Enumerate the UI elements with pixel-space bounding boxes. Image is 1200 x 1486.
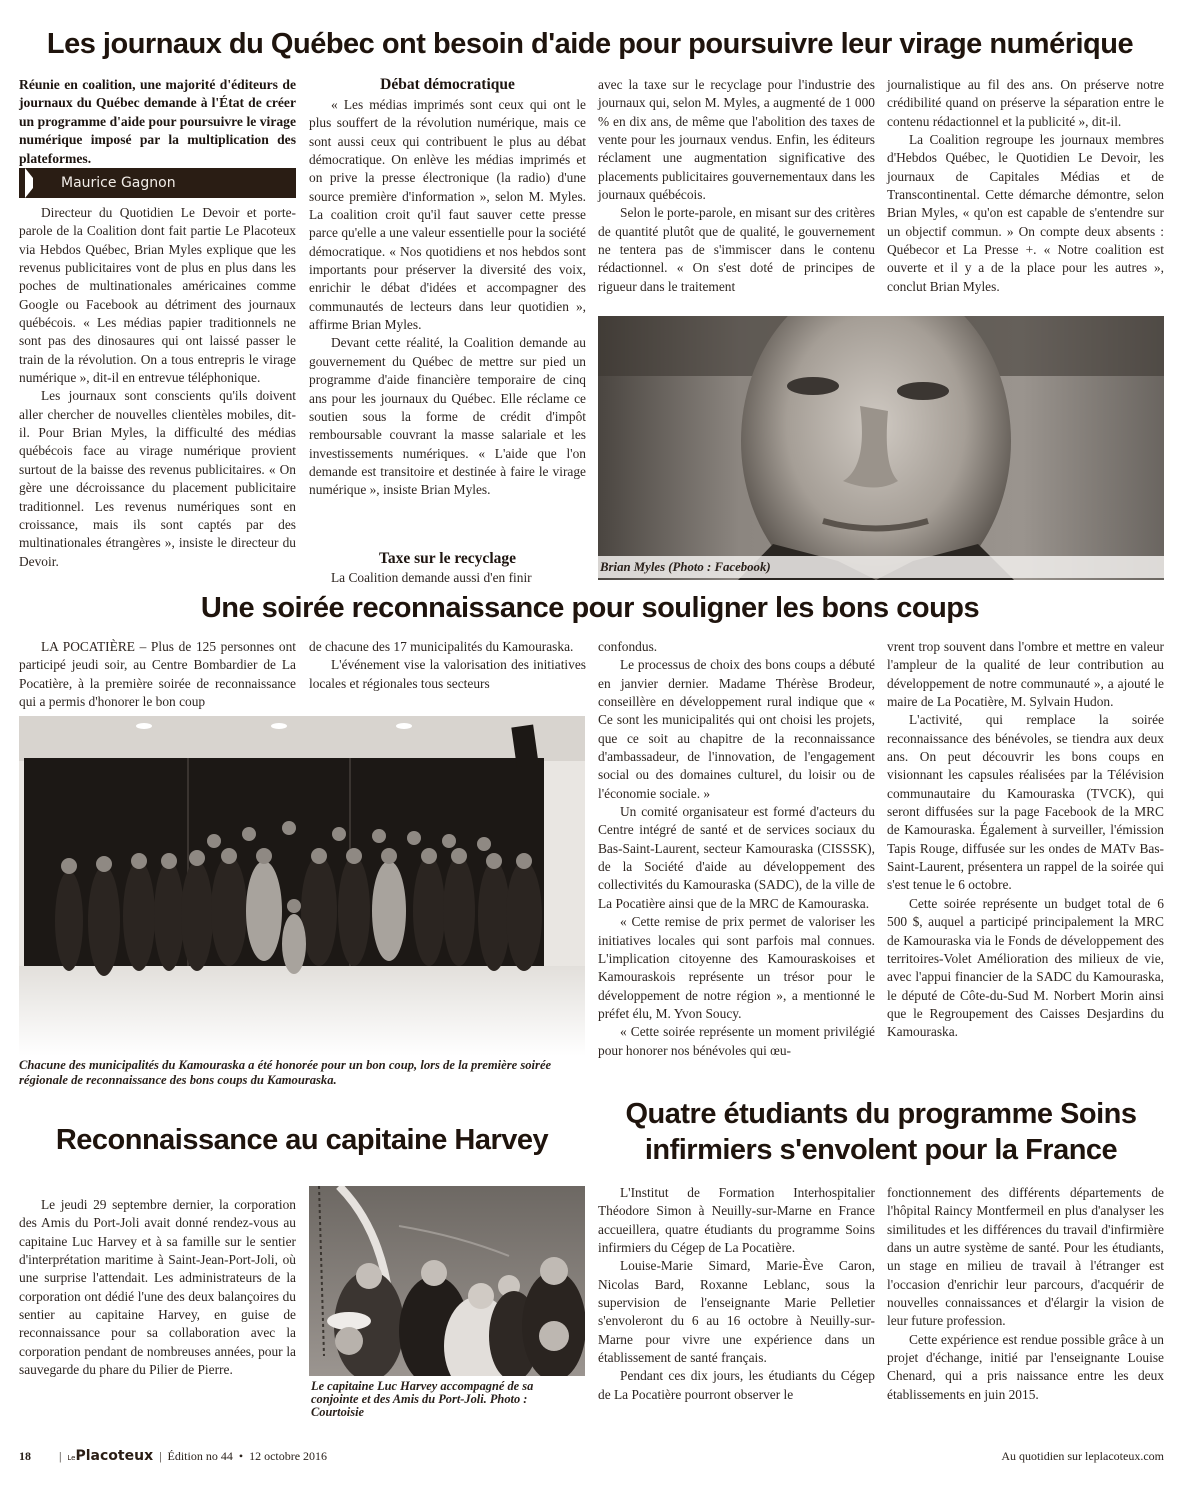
brian-myles-photo <box>598 316 1164 580</box>
paragraph: Le jeudi 29 septembre dernier, la corporation des Amis du Port-Joli avait donné rendez-vous au capitaine Luc Harvey et à sa famille sur le sentier d'interprétation maritime à Saint-Jean-Port-Joli, où une surprise l'attendait. Les administrateurs de la corporation ont dédié l'une des deux balançoires du sentier au capitaine Harvey, en guise de reconnaissance pour sa collaboration avec la corporation pendant de nombreuses années, pour la sauvegarde du phare du Pilier de Pierre. <box>19 1197 296 1378</box>
article4-column-1 <box>598 1184 875 1404</box>
harvey-image <box>309 1186 585 1376</box>
article2-headline: Une soirée reconnaissance pour souligner les bons coups <box>200 592 980 624</box>
harvey-photo <box>309 1186 585 1376</box>
paragraph: vrent trop souvent dans l'ombre et mettre en valeur l'ampleur de la qualité de leur contribution au développement de notre communauté », a ajouté le maire de La Pocatière, M. Sylvain Hudon. <box>887 639 1164 710</box>
article3-headline: Reconnaissance au capitaine Harvey <box>55 1124 549 1156</box>
paragraph: LA POCATIÈRE – Plus de 125 personnes ont participé jeudi soir, au Centre Bombardier de La Pocatière, à la première soirée de reconnaissance qui a permis d'honorer le bon coup <box>19 639 296 710</box>
brand-logo <box>67 1448 153 1464</box>
article2-column-3 <box>598 638 875 1060</box>
bullet: • <box>238 1448 244 1463</box>
chevron-icon <box>19 168 53 198</box>
separator: | <box>159 1448 162 1463</box>
paragraph: La Coalition demande aussi d'en finir <box>331 570 532 585</box>
paragraph: fonctionnement des différents départements de l'hôpital Raincy Montfermeil en plus d'analyser les similitudes et les différences du travail d'infirmière dans un autre système de santé. Pour les étudiants, un stage en milieu de travail à l'étranger est l'occasion d'enrichir leur parcours, d'acquérir de nouvelles connaissances et d'élargir la vision de leur future profession. <box>887 1185 1164 1329</box>
article1-column-4 <box>887 76 1164 296</box>
article3-body <box>19 1196 296 1379</box>
article4-headline-line-1: Quatre étudiants du programme Soins <box>625 1098 1137 1130</box>
article2-column-2 <box>309 638 586 693</box>
paragraph: « Les médias imprimés sont ceux qui ont le plus souffert de la révolution numérique, mais ce sont aussi ceux qui contribuent le plus au débat démocratique. On enlève les médias imprimés et on prive la presse électronique (la radio) d'une source première d'information », selon M. Myles. La coalition croit qu'il faut sauver cette presse parce qu'elle a une valeur essentielle pour la société démocratique. « Nos quotidiens et nos hebdos sont importants pour préserver la diversité des voix, enrichir le débat d'idées et accompagner des communautés de lecteurs dans leur quotidien », affirme Brian Myles. <box>309 97 586 333</box>
paragraph: Un comité organisateur est formé d'acteurs du Centre intégré de santé et de services sociaux du Bas-Saint-Laurent, secteur Kamouraska (CISSSK), de la Société d'aide au développement des collectivités du Kamouraska (SADC), de la ville de La Pocatière ainsi que de la MRC de Kamouraska. <box>598 804 875 911</box>
brand-name: Placoteux <box>75 1448 154 1464</box>
article1-column-2 <box>309 96 586 500</box>
article1-column-2-tail <box>309 569 586 587</box>
article1-subhead-taxe: Taxe sur le recyclage <box>378 550 517 567</box>
article2-column-1 <box>19 638 296 711</box>
paragraph: Directeur du Quotidien Le Devoir et porte-parole de la Coalition dont fait partie Le Placoteux via Hebdos Québec, Brian Myles explique que les revenus publicitaires vont de plus en plus dans les poches de multinationales américaines comme Google ou Facebook au détriment des journaux québécois. « Les médias papier traditionnels ne sont pas des dinosaures qui ont laissé passer le train de la révolution. On a tous entrepris le virage numérique », dit-il en entrevue téléphonique. <box>19 205 296 386</box>
paragraph: journalistique au fil des ans. On préserve notre crédibilité quand on préserve la séparation entre le contenu rédactionnel et la publicité », dit-il. <box>887 77 1164 129</box>
paragraph: La Coalition regroupe les journaux membres d'Hebdos Québec, le Quotidien Le Devoir, les journaux de Capitales Médias et de Transcontinental. Cette démarche démontre, selon Brian Myles, « qu'on est capable de s'entendre sur un objectif commun. » On compte deux absents : Québecor et La Presse +. « Notre coalition est ouverte et il y a de la place pour les autres », conclut Brian Myles. <box>887 132 1164 294</box>
brand-prefix: Le <box>67 1454 76 1462</box>
article4-column-2 <box>887 1184 1164 1404</box>
article4-headline-line-2: infirmiers s'envolent pour la France <box>644 1134 1118 1166</box>
group-image <box>19 716 585 1056</box>
paragraph: Devant cette réalité, la Coalition demande au gouvernement du Québec de mettre sur pied un programme d'aide financière temporaire de cinq ans pour les journaux du Québec. Elle réclame ce soutien sous la forme de crédit d'impôt remboursable couvrant la masse salariale et les investissements numériques. « L'aide que l'on demande est transitoire et destinée à faire le virage numérique », insiste Brian Myles. <box>309 335 586 498</box>
portrait-image <box>598 316 1164 580</box>
paragraph: « Cette remise de prix permet de valoriser les initiatives locales qui sont parfois mal connues. L'implication citoyenne des Kamouraskoises et Kamouraskois représente un trésor pour le développement de notre région », a mentionné le préfet élu, M. Yvon Soucy. <box>598 914 875 1021</box>
article1-headline: Les journaux du Québec ont besoin d'aide pour poursuivre leur virage numérique <box>46 28 1134 60</box>
edition-number: Édition no 44 <box>167 1448 233 1463</box>
group-photo-caption: Chacune des municipalités du Kamouraska a été honorée pour un bon coup, lors de la première soirée régionale de reconnaissance des bons coups du Kamouraska. <box>19 1058 552 1087</box>
separator: | <box>59 1448 62 1463</box>
paragraph: L'événement vise la valorisation des initiatives locales et régionales tous secteurs <box>309 657 586 691</box>
paragraph: L'Institut de Formation Interhospitalier Théodore Simon à Neuilly-sur-Marne en France accueillera, quatre étudiants du programme Soins infirmiers du Cégep de La Pocatière. <box>598 1185 875 1256</box>
paragraph: Le processus de choix des bons coups a débuté en janvier dernier. Madame Thérèse Brodeur, conseillère en développement rural indique que « Ce sont les municipalités qui ont choisi les projets, que ce soit au chapitre de la reconnaissance d'ambassadeur, de l'innovation, de l'engagement social ou des domaines culturel, du loisir ou de l'économie sociale. » <box>598 657 875 801</box>
paragraph: Louise-Marie Simard, Marie-Ève Caron, Nicolas Bard, Roxanne Leblanc, sous la supervision de l'enseignante Marie Pelletier s'envoleront du 6 au 16 octobre à Neuilly-sur-Marne pour vivre une expérience dans un établissement de santé français. <box>598 1258 875 1366</box>
article1-column-1 <box>19 204 296 571</box>
paragraph: Selon le porte-parole, en misant sur des critères de quantité plutôt que de qualité, le gouvernement ne tentera pas de s'immiscer dans le contenu rédactionnel. « On s'est doté de principes de rigueur dans le traitement <box>598 205 875 294</box>
paragraph: « Cette soirée représente un moment privilégié pour honorer nos bénévoles qui œu- <box>598 1024 875 1058</box>
paragraph: L'activité, qui remplace la soirée reconnaissance des bénévoles, se tiendra aux deux ans. On peut découvrir les bons coups en visionnant les capsules réalisées par la Télévision communautaire du Kamouraska (TVCK), qui seront diffusées sur la page Facebook de la MRC de Kamouraska. Également à surveiller, l'émission Tapis Rouge, diffusée sur les ondes de MATv Bas-Saint-Laurent, présentera un rappel de la soirée qui s'est tenue le 6 octobre. <box>887 712 1164 893</box>
article1-lede: Réunie en coalition, une majorité d'éditeurs de journaux du Québec demande à l'État de créer un programme d'aide pour poursuivre le virage numérique imposé par la multiplication des plateformes. <box>19 77 296 166</box>
group-photo <box>19 716 585 1056</box>
article1-subhead-debat: Débat démocratique <box>380 76 515 93</box>
harvey-photo-caption: Le capitaine Luc Harvey accompagné de sa conjointe et des Amis du Port-Joli. Photo : Courtoisie <box>311 1379 534 1419</box>
paragraph: Cette expérience est rendue possible grâce à un projet d'échange, initié par l'enseignante Louise Chenard, qui a pris naissance entre les deux établissements en juin 2015. <box>887 1331 1164 1402</box>
paragraph: de chacune des 17 municipalités du Kamouraska. <box>309 639 574 654</box>
paragraph: Cette soirée représente un budget total de 6 500 $, auquel a participé principalement la MRC de Kamouraska via le Fonds de développement des territoires-Volet Amélioration des milieux de vie, avec l'appui financier de la SADC du Kamouraska, le député de Côte-du-Sud M. Norbert Morin ainsi que le Regroupement des Caisses Desjardins du Kamouraska. <box>887 895 1164 1040</box>
paragraph: Pendant ces dix jours, les étudiants du Cégep de La Pocatière pourront observer le <box>598 1368 875 1402</box>
byline-author: Maurice Gagnon <box>61 175 176 191</box>
footer <box>19 1446 1164 1466</box>
page-number: 18 <box>19 1448 31 1463</box>
byline <box>19 168 296 198</box>
article2-column-4 <box>887 638 1164 1042</box>
article1-column-3 <box>598 76 875 296</box>
website-link[interactable]: Au quotidien sur leplacoteux.com <box>1001 1448 1164 1463</box>
paragraph: confondus. <box>598 639 658 654</box>
paragraph: Les journaux sont conscients qu'ils doivent aller chercher de nouvelles clientèles mobiles, dit-il. Pour Brian Myles, la difficulté des médias québécois face au virage numérique provient surtout de la baisse des revenus publicitaires. « On gère une décroissance du placement publicitaire traditionnel. Les revenus numériques sont en croissance, mais ils sont captés par des multinationales étrangères », insiste le directeur du Devoir. <box>19 388 296 569</box>
paragraph: avec la taxe sur le recyclage pour l'industrie des journaux qui, selon M. Myles, a augmenté de 1 000 % en dix ans, de même que l'abolition des taxes de vente pour les journaux vendus. Enfin, les éditeurs réclament une augmentation significative des placements publicitaires gouvernementaux dans les journaux québécois. <box>598 77 875 203</box>
issue-date: 12 octobre 2016 <box>249 1448 328 1463</box>
photo-caption: Brian Myles (Photo : Facebook) <box>600 560 771 574</box>
